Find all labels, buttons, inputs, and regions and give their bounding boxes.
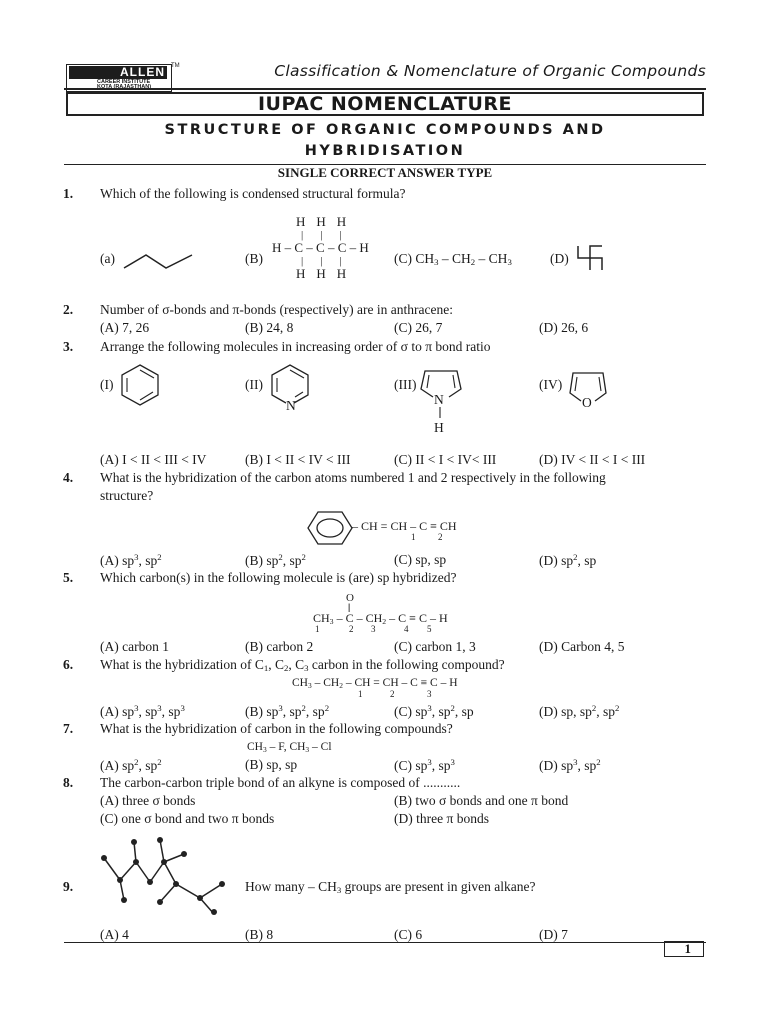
q3-benzene-structure [118, 363, 162, 407]
q6-formula: $CH_3 - CH_2$ – CH = CH – C ≡ C – H [292, 677, 458, 690]
q9-option-c: (C) 6 [394, 927, 423, 942]
q5-num-4: 4 [404, 624, 409, 634]
q4-text-line1: What is the hybridization of the carbon atoms numbered 1 and 2 respectively in the following [100, 470, 606, 485]
q1-number: 1. [63, 186, 74, 201]
logo-sub2: KOTA (RAJASTHAN) [97, 84, 152, 90]
q5-num-3: 3 [371, 624, 376, 634]
q6-number: 6. [63, 657, 74, 672]
q1-zigzag-structure [122, 252, 197, 272]
q6-option-b: (B) $sp^3$, $sp^2$, $sp^2$ [245, 703, 330, 719]
q5-text: Which carbon(s) in the following molecule is (are) sp hybridized? [100, 570, 457, 585]
q5-option-a: (A) carbon 1 [100, 639, 169, 654]
q5-num-1: 1 [315, 624, 320, 634]
q3-label-2: (II) [245, 377, 263, 392]
q7-formula: $CH_3$ – F, $CH_3$ – Cl [247, 741, 332, 754]
q5-double-bond: || [348, 602, 350, 612]
q3-option-a: (A) I < II < III < IV [100, 452, 207, 467]
banner-title: IUPAC NOMENCLATURE [66, 92, 704, 116]
q5-option-c: (C) carbon 1, 3 [394, 639, 476, 654]
q4-option-b: (B) $sp^2$, $sp^2$ [245, 552, 306, 568]
q2-text: Number of σ-bonds and π-bonds (respectively) are in anthracene: [100, 302, 453, 317]
q5-number: 5. [63, 570, 74, 585]
logo-text: ALLEN [69, 66, 167, 79]
q6-num-1: 1 [358, 689, 363, 699]
subheading-line1: STRUCTURE OF ORGANIC COMPOUNDS AND [164, 122, 606, 138]
q8-option-b: (B) two σ bonds and one π bond [394, 793, 569, 808]
q1-option-d-label: (D) [550, 251, 569, 266]
q2-number: 2. [63, 302, 74, 317]
q7-option-a: (A) $sp^2$, $sp^2$ [100, 757, 162, 773]
q3-pyrrole-n: N [434, 392, 444, 407]
q9-option-d: (D) 7 [539, 927, 568, 942]
q3-option-c: (C) II < I < IV< III [394, 452, 497, 467]
q6-num-3: 3 [427, 689, 432, 699]
q3-pyridine-n: N [286, 398, 296, 413]
section-type: SINGLE CORRECT ANSWER TYPE [277, 165, 493, 180]
header-rule [64, 88, 706, 90]
q5-num-5: 5 [427, 624, 432, 634]
q3-label-3: (III) [394, 377, 417, 392]
q8-option-a: (A) three σ bonds [100, 793, 196, 808]
q7-option-b: (B) sp, sp [245, 757, 298, 772]
q4-formula: – CH = CH – C ≡ CH [352, 519, 457, 533]
q9-option-b: (B) 8 [245, 927, 274, 942]
q3-pyrrole-h: H [434, 420, 444, 435]
subheading-line2: HYBRIDISATION [304, 143, 466, 159]
q7-text: What is the hybridization of carbon in the following compounds? [100, 721, 453, 736]
q1-option-b-label: (B) [245, 251, 263, 266]
q5-option-d: (D) Carbon 4, 5 [539, 639, 625, 654]
chapter-title: Classification & Nomenclature of Organic Compounds [274, 62, 706, 80]
q8-text: The carbon-carbon triple bond of an alkyne is composed of ........... [100, 775, 461, 790]
q6-option-c: (C) $sp^3$, $sp^2$, sp [394, 703, 474, 719]
q3-option-b: (B) I < II < IV < III [245, 452, 351, 467]
q2-option-c: (C) 26, 7 [394, 320, 443, 335]
q4-option-a: (A) $sp^3$, $sp^2$ [100, 552, 162, 568]
q9-number: 9. [63, 879, 74, 894]
q2-option-d: (D) 26, 6 [539, 320, 589, 335]
q4-number-1: 1 [411, 532, 416, 542]
footer-rule [64, 942, 706, 943]
q4-benzene-structure [306, 510, 356, 546]
q6-option-d: (D) sp, $sp^2$, $sp^2$ [539, 703, 620, 719]
q5-formula: $CH_3 - C - CH_2 - C \equiv C - H$ [313, 611, 448, 626]
logo-tm: TM [171, 63, 180, 69]
q6-option-a: (A) $sp^3$, $sp^3$, $sp^3$ [100, 703, 185, 719]
q1-b-bottom-h: HHH [296, 266, 358, 281]
q1-option-c: (C) $CH_3 - CH_2 - CH_3$ [394, 251, 512, 267]
q1-b-top-h: HHH [296, 214, 358, 229]
q2-option-a: (A) 7, 26 [100, 320, 150, 335]
q3-pyrrole-nh-bond [438, 407, 442, 419]
q3-label-1: (I) [100, 377, 114, 392]
q3-label-4: (IV) [539, 377, 563, 392]
q7-number: 7. [63, 721, 74, 736]
q4-number: 4. [63, 470, 74, 485]
q3-number: 3. [63, 339, 74, 354]
q4-option-c: (C) sp, sp [394, 552, 447, 567]
q9-option-a: (A) 4 [100, 927, 129, 942]
q9-alkane-skeleton [100, 834, 230, 914]
q1-option-a-label: (a) [100, 251, 115, 266]
q1-b-chain: H – C – C – C – H [272, 240, 369, 255]
q4-number-2: 2 [438, 532, 443, 542]
q7-option-c: (C) $sp^3$, $sp^3$ [394, 757, 455, 773]
q1-option-d-structure [576, 244, 606, 272]
q5-option-b: (B) carbon 2 [245, 639, 314, 654]
q8-option-c: (C) one σ bond and two π bonds [100, 811, 275, 826]
q4-option-d: (D) $sp^2$, sp [539, 552, 597, 568]
q3-option-d: (D) IV < II < I < III [539, 452, 646, 467]
q6-num-2: 2 [390, 689, 395, 699]
q7-option-d: (D) $sp^3$, $sp^2$ [539, 757, 601, 773]
q1-option-b-structure: HHH ||| H – C – C – C – H ||| HHH [272, 214, 369, 281]
q5-num-2: 2 [349, 624, 354, 634]
q6-text: What is the hybridization of $C_1$, $C_2$, $C_3$ carbon in the following compound? [100, 657, 505, 673]
q4-text-line2: structure? [100, 488, 154, 503]
page-number: 1 [664, 941, 704, 957]
q9-text: How many – $CH_3$ groups are present in given alkane? [245, 879, 536, 895]
logo-sub1: CAREER INSTITUTE [97, 79, 151, 85]
q1-text: Which of the following is condensed structural formula? [100, 186, 406, 201]
q2-option-b: (B) 24, 8 [245, 320, 294, 335]
q8-option-d: (D) three π bonds [394, 811, 489, 826]
q3-furan-o: O [582, 395, 592, 410]
q5-oxygen: O [346, 592, 354, 604]
q3-text: Arrange the following molecules in increasing order of σ to π bond ratio [100, 339, 491, 354]
q8-number: 8. [63, 775, 74, 790]
